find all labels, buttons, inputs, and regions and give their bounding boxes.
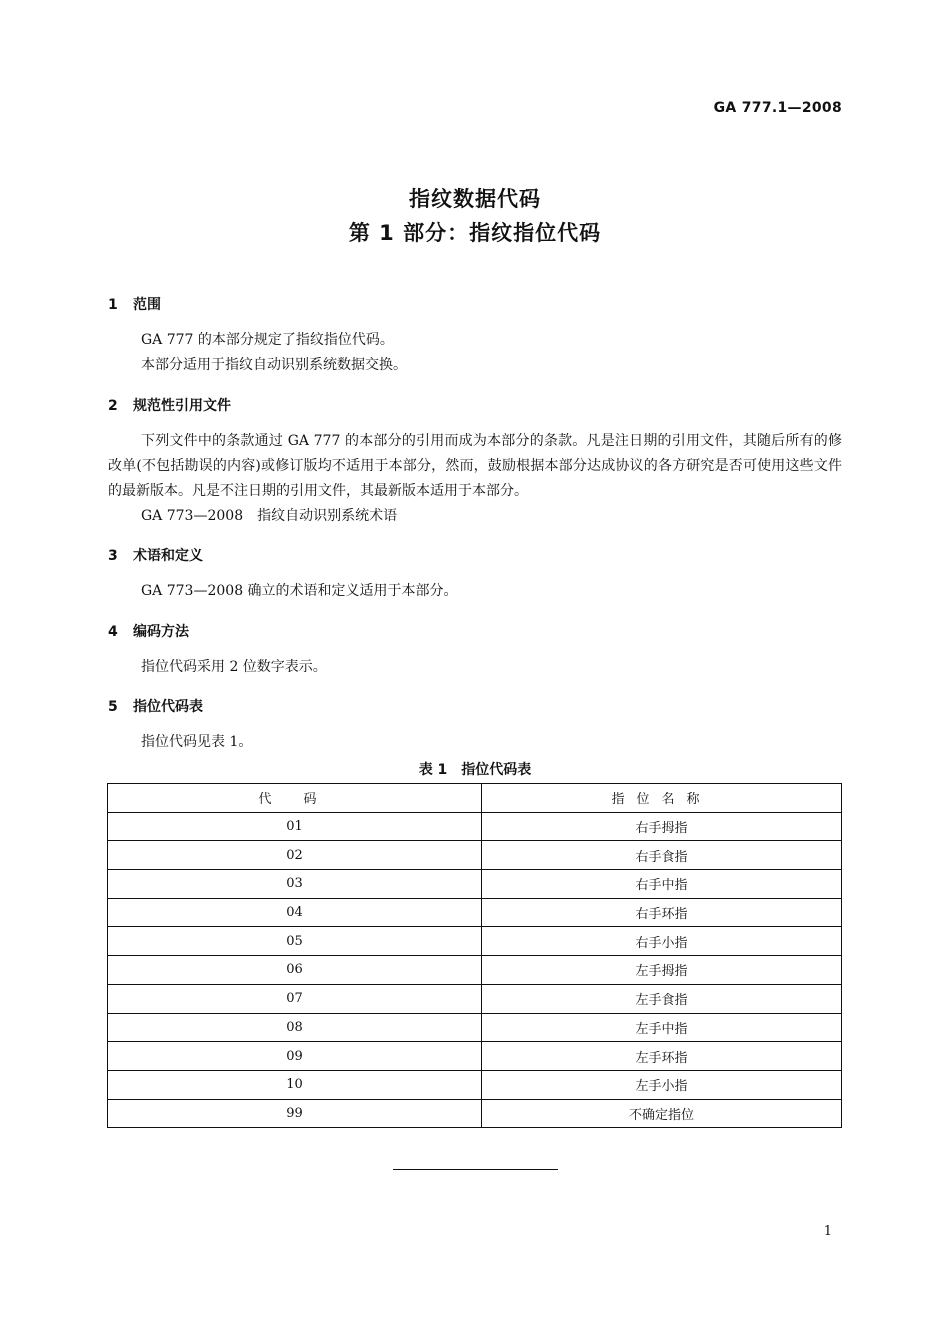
- page-number: 1: [823, 1224, 832, 1239]
- section-heading-table: [108, 696, 203, 716]
- table-intro: 指位代码见表 1。: [141, 734, 253, 750]
- code-cell: 05: [108, 927, 482, 956]
- section-heading-coding: [108, 621, 189, 641]
- table-row: [108, 927, 842, 956]
- name-cell: 右手食指: [482, 841, 842, 870]
- table-row: [108, 841, 842, 870]
- document-title: 指纹数据代码: [409, 187, 541, 211]
- name-cell: 右手拇指: [482, 812, 842, 841]
- section-heading-normative: [108, 395, 231, 415]
- normative-paragraph: 下列文件中的条款通过 GA 777 的本部分的引用而成为本部分的条款。凡是注日期的引用文件，其随后所有的修改单(不包括勘误的内容)或修订版均不适用于本部分，然而，鼓励根据本部分达成协议的各方研究是否可使用这些文件的最新版本。凡是不注日期的引用文件，其最新版本适用于本部分。: [108, 433, 842, 499]
- terms-paragraph: GA 773—2008 确立的术语和定义适用于本部分。: [141, 583, 458, 599]
- section-heading-terms: [108, 545, 203, 565]
- section-title: 指位代码表: [133, 699, 203, 715]
- name-cell: 右手小指: [482, 927, 842, 956]
- table-caption: 表 1 指位代码表: [418, 762, 532, 778]
- code-cell: 02: [108, 841, 482, 870]
- code-cell: 99: [108, 1099, 482, 1128]
- document-subtitle: 第 1 部分：指纹指位代码: [348, 221, 602, 245]
- name-cell: 左手食指: [482, 984, 842, 1013]
- header-name: 指位名称: [482, 784, 842, 813]
- header-code: 代 码: [108, 784, 482, 813]
- coding-paragraph: 指位代码采用 2 位数字表示。: [141, 659, 327, 675]
- section-title: 术语和定义: [133, 548, 203, 564]
- section-title: 规范性引用文件: [133, 398, 231, 414]
- name-cell: 左手中指: [482, 1013, 842, 1042]
- table-row: [108, 984, 842, 1013]
- table-row: [108, 1013, 842, 1042]
- finger-code-table: [107, 783, 842, 1128]
- section-title: 范围: [133, 297, 161, 313]
- name-cell: 左手小指: [482, 1070, 842, 1099]
- code-cell: 03: [108, 870, 482, 899]
- standard-number: GA 777.1—2008: [713, 100, 842, 116]
- name-cell: 右手环指: [482, 898, 842, 927]
- section-number: 5: [108, 699, 118, 715]
- table-row: [108, 870, 842, 899]
- section-number: 4: [108, 624, 118, 640]
- code-cell: 04: [108, 898, 482, 927]
- table-header-row: [108, 784, 842, 813]
- name-cell: 左手拇指: [482, 956, 842, 985]
- code-cell: 01: [108, 812, 482, 841]
- table-row: [108, 1099, 842, 1128]
- code-cell: 09: [108, 1042, 482, 1071]
- scope-paragraph-2: 本部分适用于指纹自动识别系统数据交换。: [141, 357, 407, 373]
- section-number: 1: [108, 297, 118, 313]
- name-cell: 不确定指位: [482, 1099, 842, 1128]
- table-row: [108, 1070, 842, 1099]
- code-cell: 07: [108, 984, 482, 1013]
- code-cell: 10: [108, 1070, 482, 1099]
- code-cell: 08: [108, 1013, 482, 1042]
- normative-reference: GA 773—2008 指纹自动识别系统术语: [141, 508, 398, 524]
- table-row: [108, 956, 842, 985]
- end-rule-divider: [393, 1169, 558, 1170]
- table-row: [108, 898, 842, 927]
- section-title: 编码方法: [133, 624, 189, 640]
- scope-paragraph-1: GA 777 的本部分规定了指纹指位代码。: [141, 332, 394, 348]
- section-number: 2: [108, 398, 118, 414]
- section-number: 3: [108, 548, 118, 564]
- name-cell: 左手环指: [482, 1042, 842, 1071]
- section-heading-scope: [108, 294, 161, 314]
- table-row: [108, 1042, 842, 1071]
- code-cell: 06: [108, 956, 482, 985]
- name-cell: 右手中指: [482, 870, 842, 899]
- table-row: [108, 812, 842, 841]
